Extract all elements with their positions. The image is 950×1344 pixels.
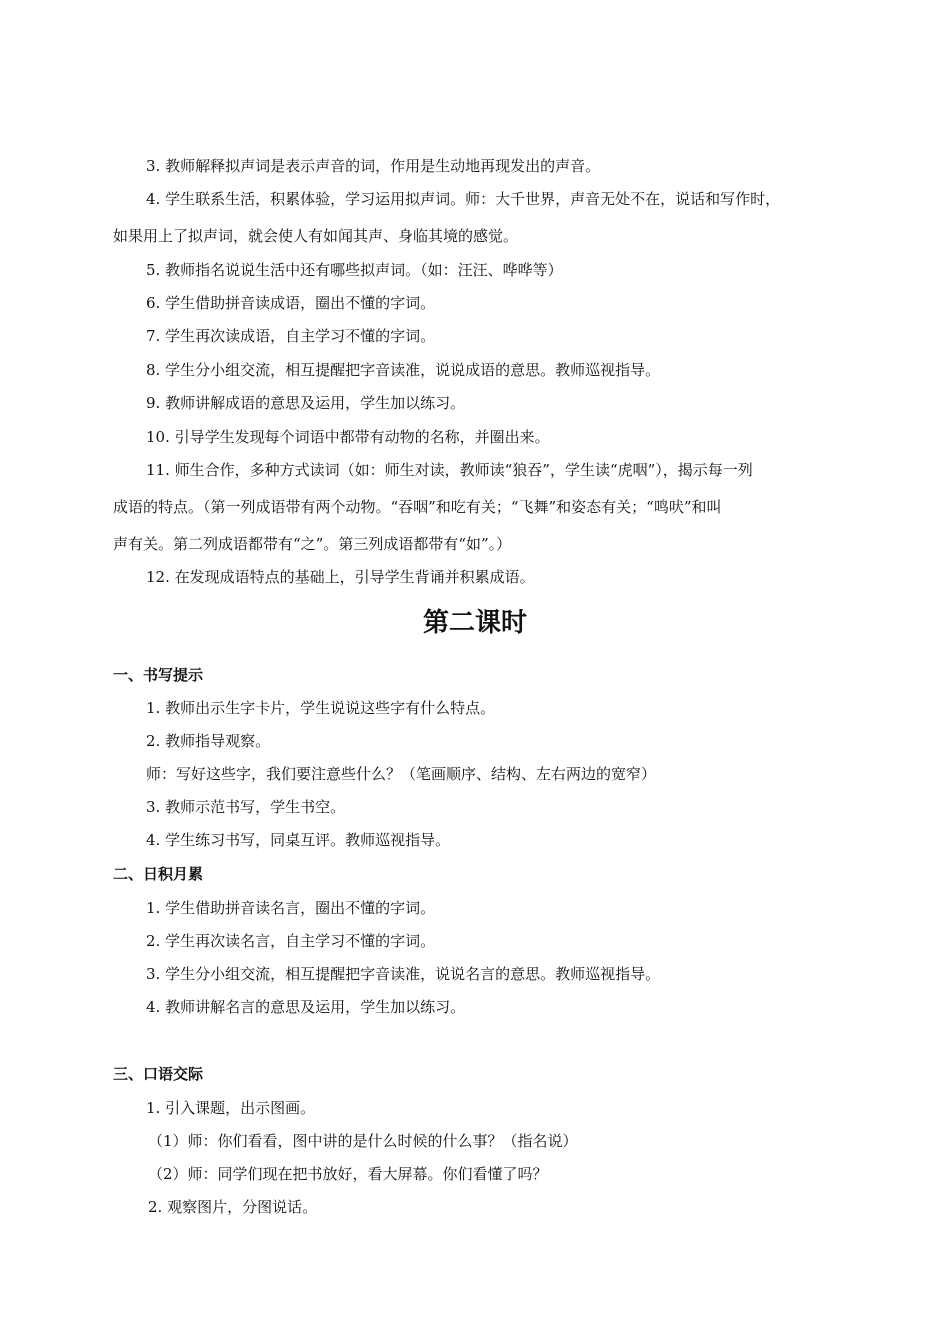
- paragraph-line: 7. 学生再次读成语，自主学习不懂的字词。: [146, 327, 436, 345]
- section-heading-writing: 一、书写提示: [113, 666, 204, 684]
- paragraph-line: 2. 教师指导观察。: [146, 732, 271, 750]
- paragraph-line: 4. 学生联系生活，积累体验，学习运用拟声词。师：大千世界，声音无处不在，说话和写作时，: [146, 190, 781, 208]
- paragraph-line: 10. 引导学生发现每个词语中都带有动物的名称，并圈出来。: [146, 428, 550, 446]
- paragraph-line: 11. 师生合作，多种方式读词（如：师生对读，教师读“狼吞”，学生读“虎咽”），揭示每一列: [146, 461, 753, 479]
- paragraph-line: 1. 引入课题，出示图画。: [146, 1099, 316, 1117]
- paragraph-line: 5. 教师指名说说生活中还有哪些拟声词。（如：汪汪、哗哗等）: [146, 261, 563, 279]
- lesson-title: 第二课时: [422, 608, 527, 638]
- paragraph-line: 成语的特点。（第一列成语带有两个动物。“吞咽”和吃有关；“飞舞”和姿态有关；“鸣吠”和叫: [113, 498, 722, 516]
- paragraph-line: 4. 教师讲解名言的意思及运用，学生加以练习。: [146, 998, 466, 1016]
- paragraph-line: 3. 教师示范书写，学生书空。: [146, 798, 346, 816]
- paragraph-line: 9. 教师讲解成语的意思及运用，学生加以练习。: [146, 394, 466, 412]
- section-heading-accumulation: 二、日积月累: [113, 865, 204, 883]
- paragraph-line: 3. 教师解释拟声词是表示声音的词，作用是生动地再现发出的声音。: [146, 157, 601, 175]
- paragraph-line: 2. 学生再次读名言，自主学习不懂的字词。: [146, 932, 436, 950]
- paragraph-line: （2）师：同学们现在把书放好，看大屏幕。你们看懂了吗？: [148, 1165, 548, 1183]
- section-heading-oral-communication: 三、口语交际: [113, 1065, 204, 1083]
- paragraph-line: 如果用上了拟声词，就会使人有如闻其声、身临其境的感觉。: [113, 227, 519, 245]
- paragraph-line: 12. 在发现成语特点的基础上，引导学生背诵并积累成语。: [146, 568, 535, 586]
- paragraph-line: 4. 学生练习书写，同桌互评。教师巡视指导。: [146, 831, 451, 849]
- paragraph-line: 1. 教师出示生字卡片，学生说说这些字有什么特点。: [146, 699, 496, 717]
- paragraph-line: 声有关。第二列成语都带有“之”。第三列成语都带有“如”。）: [113, 535, 512, 553]
- paragraph-line: （1）师：你们看看，图中讲的是什么时候的什么事？（指名说）: [148, 1132, 578, 1150]
- paragraph-line: 8. 学生分小组交流，相互提醒把字音读准，说说成语的意思。教师巡视指导。: [146, 361, 661, 379]
- paragraph-line: 师：写好这些字，我们要注意些什么？（笔画顺序、结构、左右两边的宽窄）: [146, 765, 657, 783]
- paragraph-line: 6. 学生借助拼音读成语，圈出不懂的字词。: [146, 294, 436, 312]
- paragraph-line: 1. 学生借助拼音读名言，圈出不懂的字词。: [146, 899, 436, 917]
- paragraph-line: 3. 学生分小组交流，相互提醒把字音读准，说说名言的意思。教师巡视指导。: [146, 965, 661, 983]
- paragraph-line: 2. 观察图片，分图说话。: [148, 1198, 318, 1216]
